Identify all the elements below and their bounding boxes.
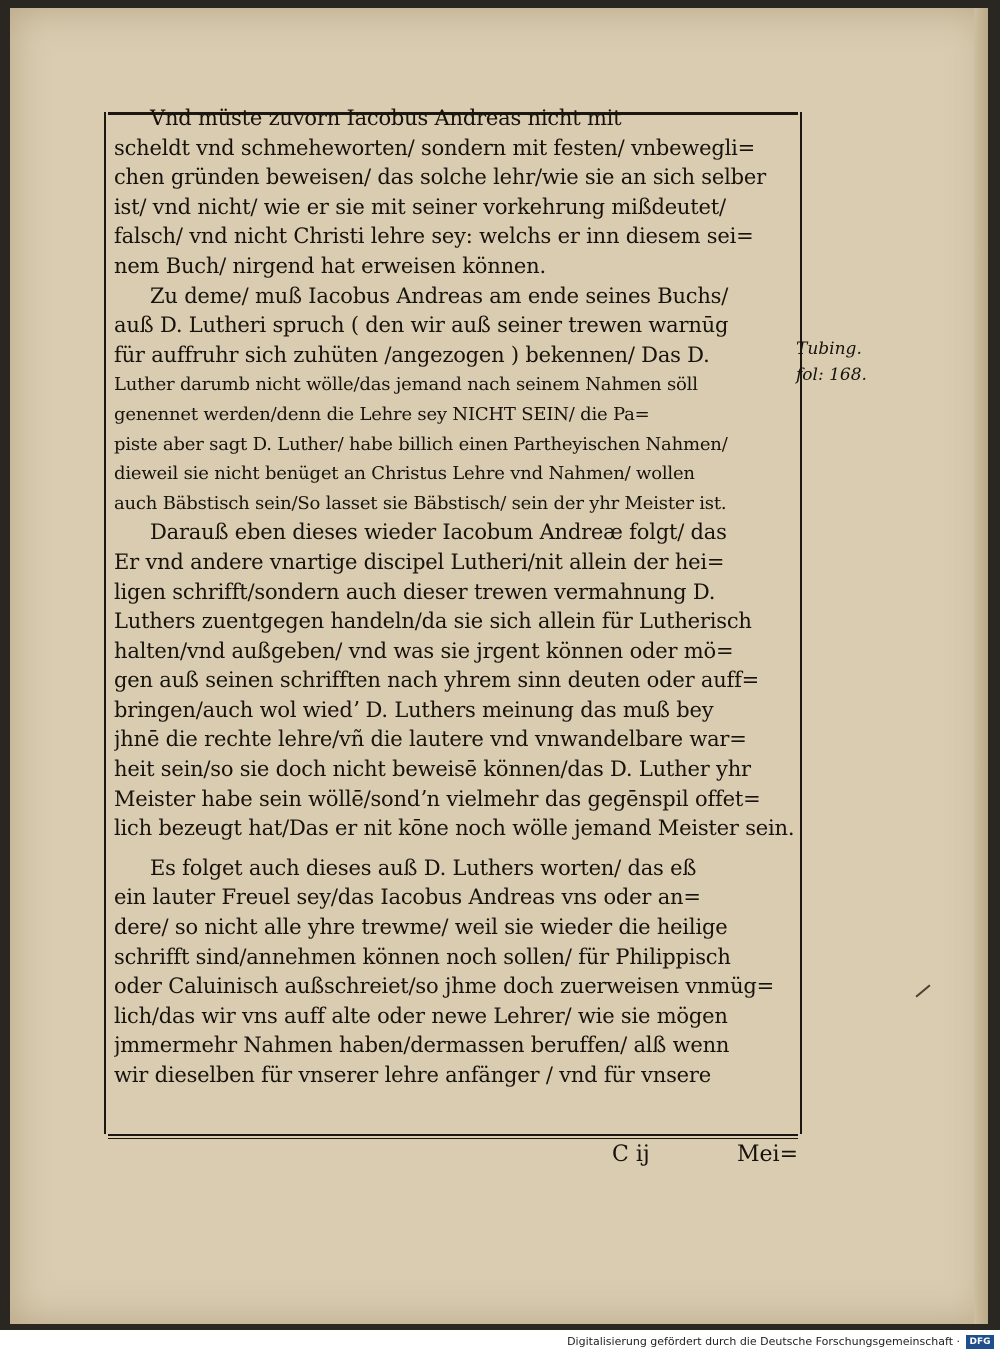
- text-lines: [114, 104, 796, 1091]
- text-line: Luther darumb nicht wölle/das jemand nach seinem Nahmen söll: [114, 374, 698, 396]
- text-line: Luthers zuentgegen handeln/da sie sich allein für Lutherisch: [114, 609, 752, 634]
- signature-mark: C ij: [612, 1142, 650, 1167]
- text-line: nem Buch/ nirgend hat erweisen können.: [114, 253, 546, 278]
- left-rule: [104, 112, 106, 1134]
- bottom-rule-thin: [108, 1138, 798, 1139]
- text-line: Vnd müste zuvorn Iacobus Andreas nicht mit: [150, 106, 622, 130]
- dfg-logo: DFG: [966, 1335, 994, 1349]
- text-line: Er vnd andere vnartige discipel Lutheri/nit allein der hei=: [114, 549, 725, 574]
- text-line: oder Caluinisch außschreiet/so jhme doch zuerweisen vnmüg=: [114, 974, 775, 999]
- credit-bar: [0, 1332, 1000, 1352]
- page-edge: [974, 8, 988, 1324]
- text-line: genennet werden/denn die Lehre sey NICHT SEIN/ die Pa=: [114, 403, 650, 425]
- text-line: ligen schrifft/sondern auch dieser trewen vermahnung D.: [114, 579, 716, 604]
- right-rule: [800, 112, 802, 1134]
- text-line: jhnē die rechte lehre/vñ die lautere vnd vnwandelbare war=: [114, 727, 747, 752]
- text-line: lich bezeugt hat/Das er nit kōne noch wölle jemand Meister sein.: [114, 816, 795, 841]
- text-line: gen auß seinen schrifften nach yhrem sinn deuten oder auff=: [114, 668, 760, 693]
- text-line: wir dieselben für vnserer lehre anfänger / vnd für vnsere: [114, 1063, 711, 1087]
- text-line: dieweil sie nicht benüget an Christus Lehre vnd Nahmen/ wollen: [114, 463, 695, 485]
- text-line: bringen/auch wol wiedʼ D. Luthers meinung das muß bey: [114, 697, 714, 722]
- text-line: Es folget auch dieses auß D. Luthers worten/ das eß: [150, 855, 697, 880]
- text-line: ist/ vnd nicht/ wie er sie mit seiner vorkehrung mißdeutet/: [114, 194, 726, 219]
- text-line: Zu deme/ muß Iacobus Andreas am ende seines Buchs/: [150, 283, 729, 308]
- margin-note-line: fol: 168.: [796, 365, 867, 385]
- text-line: ein lauter Freuel sey/das Iacobus Andreas vns oder an=: [114, 885, 701, 910]
- text-line: scheldt vnd schmeheworten/ sondern mit festen/ vnbewegli=: [114, 135, 756, 160]
- text-line: schrifft sind/annehmen können noch sollen/ für Philippisch: [114, 944, 731, 969]
- text-line: halten/vnd außgeben/ vnd was sie jrgent können oder mö=: [114, 638, 734, 663]
- text-line: auß D. Lutheri spruch ( den wir auß seiner trewen warnūg: [114, 313, 729, 338]
- text-line: heit sein/so sie doch nicht beweisē können/das D. Luther yhr: [114, 757, 751, 782]
- text-line: falsch/ vnd nicht Christi lehre sey: welchs er inn diesem sei=: [114, 224, 754, 249]
- text-line: für auffruhr sich zuhüten /angezogen ) bekennen/ Das D.: [114, 342, 710, 367]
- credit-text: Digitalisierung gefördert durch die Deutsche Forschungsgemeinschaft ·: [567, 1335, 960, 1348]
- text-line: jmmermehr Nahmen haben/dermassen beruffen/ alß wenn: [114, 1033, 730, 1058]
- page-footer: [108, 1142, 798, 1172]
- text-line: piste aber sagt D. Luther/ habe billich einen Partheyischen Nahmen/: [114, 433, 728, 455]
- text-line: chen gründen beweisen/ das solche lehr/wie sie an sich selber: [114, 165, 766, 190]
- text-line: lich/das wir vns auff alte oder newe Lehrer/ wie sie mögen: [114, 1003, 728, 1028]
- margin-note: [796, 336, 896, 388]
- text-line: Darauß eben dieses wieder Iacobum Andreæ folgt/ das: [150, 520, 727, 545]
- text-line: auch Bäbstisch sein/So lasset sie Bäbstisch/ sein der yhr Meister ist.: [114, 492, 727, 514]
- text-line: dere/ so nicht alle yhre trewme/ weil sie wieder die heilige: [114, 915, 728, 940]
- text-line: Meister habe sein wöllē/sondʼn vielmehr das gegēnspil offet=: [114, 786, 761, 811]
- catchword: Mei=: [736, 1142, 798, 1167]
- margin-note-line: Tubing.: [796, 339, 862, 359]
- bottom-rule: [108, 1134, 798, 1136]
